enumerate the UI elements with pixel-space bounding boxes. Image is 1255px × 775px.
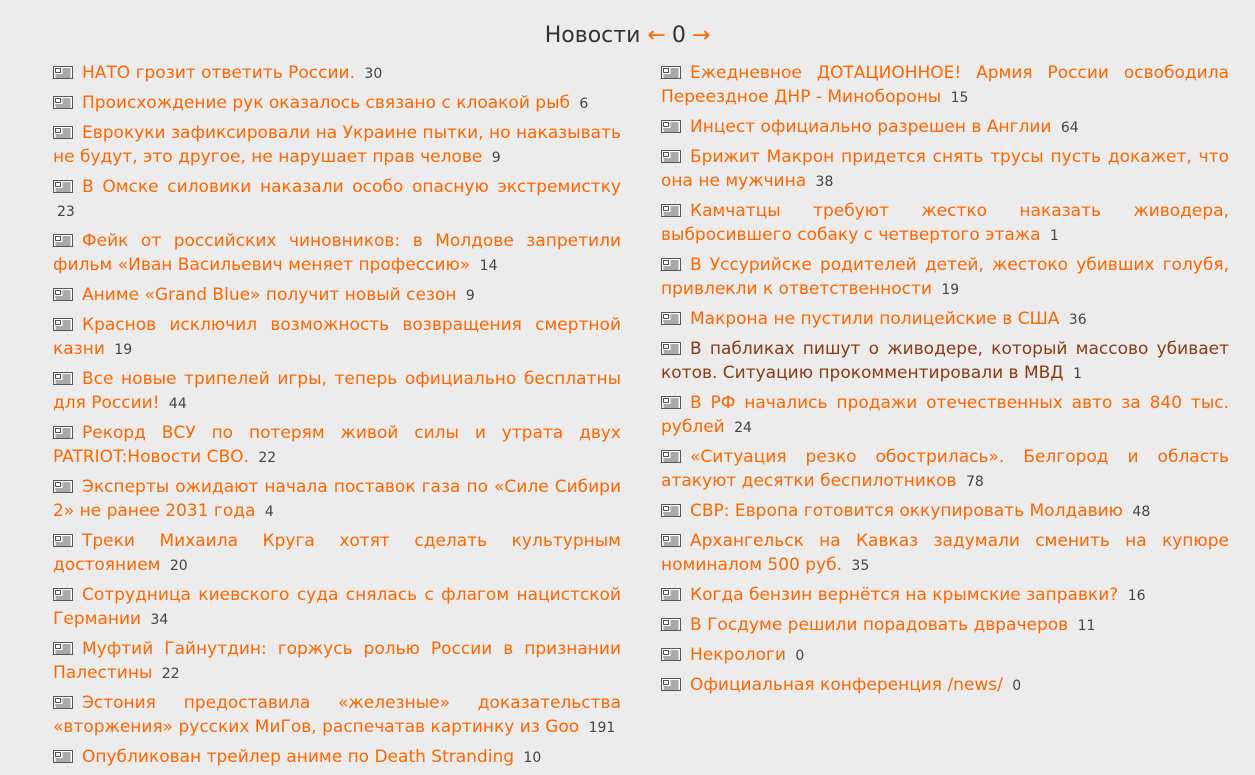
comment-count: 15 xyxy=(950,90,969,106)
comment-count: 0 xyxy=(1012,678,1022,694)
newspaper-icon xyxy=(661,450,681,463)
news-item xyxy=(53,475,621,524)
comment-count: 64 xyxy=(1060,120,1079,136)
newspaper-icon xyxy=(661,204,681,217)
newspaper-icon xyxy=(53,126,73,139)
news-link[interactable]: Брижит Макрон придется снять трусы пусть докажет, что она не мужчина xyxy=(661,147,1229,191)
comment-count: 24 xyxy=(734,420,752,436)
news-link[interactable]: В Омске силовики наказали особо опасную экстремистку xyxy=(82,177,621,197)
news-item xyxy=(661,613,1229,638)
news-item xyxy=(661,199,1229,248)
newspaper-icon xyxy=(53,180,73,193)
news-item xyxy=(53,91,621,116)
comment-count: 19 xyxy=(941,282,960,298)
news-column-left xyxy=(53,61,621,775)
comment-count: 19 xyxy=(114,342,133,358)
news-item xyxy=(53,745,621,770)
newspaper-icon xyxy=(661,678,681,691)
newspaper-icon xyxy=(53,318,73,331)
news-link[interactable]: В Уссурийске родителей детей, жестоко убивших голубя, привлекли к ответственности xyxy=(661,255,1229,299)
comment-count: 191 xyxy=(588,720,616,736)
news-link[interactable]: В Госдуме решили порадовать дврачеров xyxy=(690,615,1069,635)
comment-count: 9 xyxy=(491,150,501,166)
comment-count: 22 xyxy=(258,450,277,466)
news-item xyxy=(661,337,1229,386)
prev-page-arrow[interactable]: ← xyxy=(647,23,666,48)
comment-count: 44 xyxy=(168,396,187,412)
news-item xyxy=(661,253,1229,302)
news-item xyxy=(661,115,1229,140)
news-link[interactable]: Эстония предоставила «железные» доказательства «вторжения» русских МиГов, распечатав картинку из Goo xyxy=(53,693,621,737)
news-item xyxy=(53,529,621,578)
news-item xyxy=(661,391,1229,440)
news-item xyxy=(53,121,621,170)
news-link[interactable]: НАТО грозит ответить России. xyxy=(82,63,356,83)
news-item xyxy=(661,499,1229,524)
newspaper-icon xyxy=(53,372,73,385)
newspaper-icon xyxy=(661,312,681,325)
newspaper-icon xyxy=(53,288,73,301)
comment-count: 36 xyxy=(1068,312,1087,328)
news-link[interactable]: Опубликован трейлер аниме по Death Stranding xyxy=(82,747,515,767)
news-link[interactable]: Еврокуки зафиксировали на Украине пытки, но наказывать не будут, это другое, не нарушает прав челове xyxy=(53,123,621,167)
news-link[interactable]: В пабликах пишут о живодере, который массово убивает котов. Ситуацию прокомментировали в МВД xyxy=(661,339,1229,383)
newspaper-icon xyxy=(661,258,681,271)
news-item xyxy=(661,643,1229,668)
newspaper-icon xyxy=(53,642,73,655)
news-item xyxy=(661,445,1229,494)
comment-count: 34 xyxy=(150,612,169,628)
comment-count: 9 xyxy=(465,288,475,304)
page-number: 0 xyxy=(671,23,686,48)
news-link[interactable]: СВР: Европа готовится оккупировать Молдавию xyxy=(690,501,1123,521)
news-link[interactable]: Архангельск на Кавказ задумали сменить на купюре номиналом 500 руб. xyxy=(661,531,1229,575)
news-link[interactable]: Официальная конференция /news/ xyxy=(690,675,1003,695)
newspaper-icon xyxy=(661,618,681,631)
news-link[interactable]: Все новые трипелей игры, теперь официально бесплатны для России! xyxy=(53,369,621,413)
news-link[interactable]: Эксперты ожидают начала поставок газа по «Силе Сибири 2» не ранее 2031 года xyxy=(53,477,621,521)
newspaper-icon xyxy=(53,426,73,439)
comment-count: 10 xyxy=(523,750,542,766)
comment-count: 48 xyxy=(1132,504,1151,520)
newspaper-icon xyxy=(661,66,681,79)
news-link[interactable]: Макрона не пустили полицейские в США xyxy=(690,309,1060,329)
news-link[interactable]: Камчатцы требуют жестко наказать живодера, выбросившего собаку с четвертого этажа xyxy=(661,201,1229,245)
news-item xyxy=(53,229,621,278)
newspaper-icon xyxy=(661,504,681,517)
news-link[interactable]: Некрологи xyxy=(690,645,786,665)
news-link[interactable]: Треки Михаила Круга хотят сделать культурным достоянием xyxy=(53,531,621,575)
newspaper-icon xyxy=(53,750,73,763)
comment-count: 4 xyxy=(264,504,274,520)
newspaper-icon xyxy=(53,66,73,79)
newspaper-icon xyxy=(661,396,681,409)
comment-count: 78 xyxy=(965,474,984,490)
news-item xyxy=(661,583,1229,608)
comment-count: 0 xyxy=(795,648,805,664)
page-title: Новости xyxy=(544,23,641,48)
news-link[interactable]: Когда бензин вернётся на крымские заправки? xyxy=(690,585,1119,605)
comment-count: 23 xyxy=(57,204,75,220)
comment-count: 6 xyxy=(579,96,589,112)
news-item xyxy=(53,691,621,740)
news-item xyxy=(661,61,1229,110)
news-item xyxy=(53,175,621,224)
news-link[interactable]: В РФ начались продажи отечественных авто за 840 тыс. рублей xyxy=(661,393,1229,437)
comment-count: 14 xyxy=(479,258,498,274)
news-link[interactable]: Краснов исключил возможность возвращения смертной казни xyxy=(53,315,621,359)
news-link[interactable]: «Ситуация резко обострилась». Белгород и область атакуют десятки беспилотников xyxy=(661,447,1229,491)
news-link[interactable]: Фейк от российских чиновников: в Молдове запретили фильм «Иван Васильевич меняет профессию» xyxy=(53,231,621,275)
news-link[interactable]: Происхождение рук оказалось связано с клоакой рыб xyxy=(82,93,570,113)
news-item xyxy=(53,637,621,686)
news-link[interactable]: Сотрудница киевского суда снялась с флагом нацистской Германии xyxy=(53,585,621,629)
comment-count: 30 xyxy=(364,66,383,82)
news-item xyxy=(53,583,621,632)
newspaper-icon xyxy=(661,588,681,601)
comment-count: 22 xyxy=(161,666,180,682)
news-item xyxy=(661,307,1229,332)
newspaper-icon xyxy=(53,480,73,493)
news-link[interactable]: Муфтий Гайнутдин: горжусь ролью России в признании Палестины xyxy=(53,639,621,683)
comment-count: 35 xyxy=(851,558,870,574)
next-page-arrow[interactable]: → xyxy=(691,23,711,48)
comment-count: 1 xyxy=(1072,366,1082,382)
comment-count: 1 xyxy=(1049,228,1059,244)
newspaper-icon xyxy=(661,150,681,163)
news-item xyxy=(53,61,621,86)
newspaper-icon xyxy=(53,534,73,547)
news-link[interactable]: Ежедневное ДОТАЦИОННОЕ! Армия России освободила Переездное ДНР - Минобороны xyxy=(661,63,1229,107)
comment-count: 20 xyxy=(169,558,188,574)
news-header xyxy=(0,22,1255,50)
news-link[interactable]: Инцест официально разрешен в Англии xyxy=(690,117,1052,137)
newspaper-icon xyxy=(661,648,681,661)
newspaper-icon xyxy=(661,120,681,133)
news-item xyxy=(53,283,621,308)
newspaper-icon xyxy=(53,588,73,601)
newspaper-icon xyxy=(53,234,73,247)
news-item xyxy=(53,367,621,416)
newspaper-icon xyxy=(53,696,73,709)
news-item xyxy=(53,421,621,470)
news-item xyxy=(661,529,1229,578)
comment-count: 11 xyxy=(1077,618,1096,634)
comment-count: 38 xyxy=(815,174,834,190)
comment-count: 16 xyxy=(1127,588,1146,604)
newspaper-icon xyxy=(661,342,681,355)
news-item xyxy=(661,673,1229,698)
newspaper-icon xyxy=(661,534,681,547)
news-item xyxy=(661,145,1229,194)
news-link[interactable]: Рекорд ВСУ по потерям живой силы и утрата двух PATRIOT:Новости СВО. xyxy=(53,423,621,467)
news-column-right xyxy=(661,61,1229,703)
news-item xyxy=(53,313,621,362)
news-link[interactable]: Аниме «Grand Blue» получит новый сезон xyxy=(82,285,457,305)
newspaper-icon xyxy=(53,96,73,109)
